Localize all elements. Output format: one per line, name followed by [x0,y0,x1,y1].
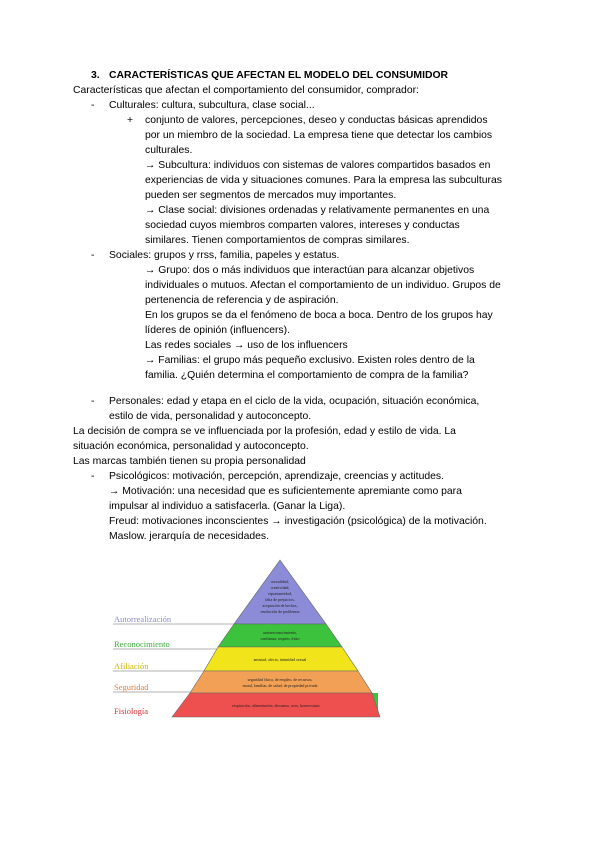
culturales-plus-bullet: + [127,115,134,126]
seguridad-text: moral, familiar, de salud, de propiedad privada [242,683,318,688]
familias-line: → Familias: el grupo más pequeño exclusivo. Existen roles dentro de la [145,355,475,366]
label-autorrealizacion: Autorrealización [114,614,172,624]
culturales-bullet: - [91,100,95,111]
sociales-line: individuales o mutuos. Afectan el comportamiento de un individuo. Grupos de [145,280,501,291]
clase-social-line: → Clase social: divisiones ordenadas y relativamente permanentes en una [145,205,490,216]
decision-line: Las marcas también tienen su propia personalidad [73,456,306,467]
personales-bullet: - [91,396,95,407]
reconocimiento-text: confianza, respeto, éxito [260,636,300,641]
label-fisiologia: Fisiología [114,706,149,716]
autorrealizacion-text: espontaneidad, [268,591,292,596]
sociales-bullet: - [91,250,95,261]
sociales-line: En los grupos se da el fenómeno de boca a boca. Dentro de los grupos hay [145,310,493,321]
sociales-line: pertenencia de referencia y de aspiración. [145,295,339,306]
label-reconocimiento: Reconocimiento [114,639,170,649]
autorrealizacion-text: moralidad, [271,579,289,584]
sociales-label: Sociales: grupos y rrss, familia, papeles y estatus. [109,250,340,261]
motivacion-line: impulsar al individuo a satisfacerla. (Ganar la Liga). [109,501,346,512]
clase-social-line: similares. Tienen comportamientos de compras similares. [145,235,410,246]
maslow-pyramid [110,555,385,720]
sociales-line: líderes de opinión (influencers). [145,325,290,336]
label-afiliacion: Afiliación [114,661,149,671]
freud-line: Freud: motivaciones inconscientes → investigación (psicológica) de la motivación. [109,516,487,527]
intro-text: Características que afectan el comportamiento del consumidor, comprador: [73,85,419,96]
reconocimiento-text: autorreconocimiento, [262,630,298,635]
culturales-label: Culturales: cultura, subcultura, clase social... [109,100,315,111]
subcultura-line: pueden ser segmentos de mercados muy importantes. [145,190,397,201]
decision-line: La decisión de compra se ve influenciada por la profesión, edad y estilo de vida. La [73,426,456,437]
psicologicos-bullet: - [91,471,95,482]
psicologicos-label: Psicológicos: motivación, percepción, aprendizaje, creencias y actitudes. [109,471,444,482]
autorrealizacion-text: resolución de problemas [260,609,300,614]
familias-line: familia. ¿Quién determina el comportamiento de compra de la familia? [145,370,469,381]
seguridad-text: seguridad física, de empleo, de recursos, [247,677,313,682]
section-title: CARACTERÍSTICAS QUE AFECTAN EL MODELO DEL CONSUMIDOR [109,70,449,81]
subcultura-line: → Subcultura: individuos con sistemas de valores compartidos basados en [145,160,491,171]
fisiologia-text: respiración, alimentación, descanso, sexo, homeostasis [232,703,320,708]
section-number: 3. [91,70,100,81]
clase-social-line: sociedad cuyos miembros comparten valores, intereses y conductas [145,220,460,231]
autorrealizacion-text: aceptación de hechos, [262,603,298,608]
subcultura-line: experiencias de vida y situaciones comunes. Para la empresa las subculturas [145,175,502,186]
maslow-line: Maslow. jerarquía de necesidades. [109,531,269,542]
culturales-line: culturales. [145,145,193,156]
sociales-line: → Grupo: dos o más individuos que interactúan para alcanzar objetivos [145,265,475,276]
afiliacion-text: amistad, afecto, intimidad sexual [253,657,307,662]
culturales-line: conjunto de valores, percepciones, deseo y conductas básicas aprendidos [145,115,488,126]
autorrealizacion-text: falta de prejuicios, [265,597,295,602]
sociales-line: Las redes sociales → uso de los influencers [145,340,348,351]
level-seguridad [190,671,372,693]
culturales-line: por un miembro de la sociedad. La empresa tiene que detectar los cambios [145,130,493,141]
personales-line: Personales: edad y etapa en el ciclo de la vida, ocupación, situación económica, [109,396,480,407]
autorrealizacion-text: creatividad, [270,585,290,590]
label-seguridad: Seguridad [114,682,149,692]
decision-line: situación económica, personalidad y autoconcepto. [73,441,309,452]
personales-line: estilo de vida, personalidad y autoconcepto. [109,411,312,422]
motivacion-line: → Motivación: una necesidad que es suficientemente apremiante como para [109,486,462,497]
